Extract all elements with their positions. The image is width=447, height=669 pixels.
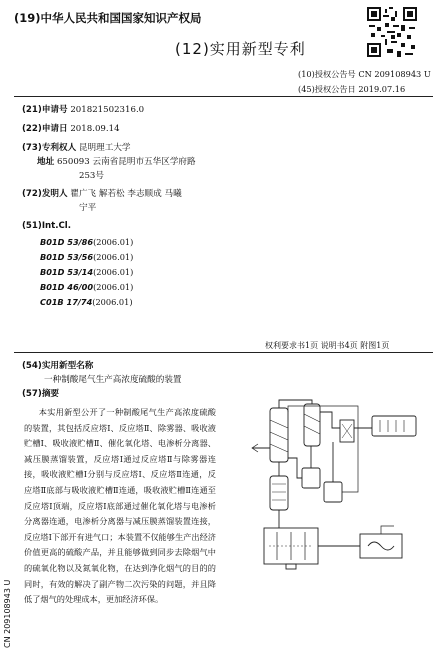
ipc-entry: B01D 53/14(2006.01) xyxy=(40,267,134,277)
utility-model-title: 一种制酸尾气生产高浓度硫酸的装置 xyxy=(44,375,182,385)
pages-info: 权利要求书1页 说明书4页 附图1页 xyxy=(265,341,390,350)
ipc-entry: B01D 46/00(2006.01) xyxy=(40,282,134,292)
header-divider xyxy=(14,96,433,97)
abstract-drawing xyxy=(222,398,427,594)
ipc-entry: B01D 53/86(2006.01) xyxy=(40,237,134,247)
publication-date: (45)授权公告日 2019.07.16 xyxy=(298,84,406,94)
ipc-entry: C01B 17/74(2006.01) xyxy=(40,297,133,307)
side-publication-number: CN 209108943 U xyxy=(3,579,12,648)
owner-address: 地址 650093 云南省昆明市五华区学府路 xyxy=(37,157,196,167)
application-number: (21)申请号 201821502316.0 xyxy=(22,105,145,115)
inventors-cont: 宁平 xyxy=(79,203,97,213)
title-label: (54)实用新型名称 xyxy=(22,361,94,371)
owner-address-cont: 253号 xyxy=(79,171,104,181)
application-date: (22)申请日 2018.09.14 xyxy=(22,124,120,134)
document-type: (12)实用新型专利 xyxy=(175,40,306,58)
office-name: (19)中华人民共和国国家知识产权局 xyxy=(14,11,202,25)
inventors: (72)发明人 瞿广飞 解若松 李志顺成 马曦 xyxy=(22,189,182,199)
section-divider xyxy=(14,352,433,353)
patent-owner: (73)专利权人 昆明理工大学 xyxy=(22,143,131,153)
qr-code-icon xyxy=(367,7,417,57)
ipc-label: (51)Int.Cl. xyxy=(22,221,72,231)
publication-number: (10)授权公告号 CN 209108943 U xyxy=(298,69,431,79)
abstract-text: 本实用新型公开了一种制酸尾气生产高浓度硫酸的装置，其包括反应塔Ⅰ、反应塔Ⅱ、除雾器、吸收液贮槽Ⅰ、吸收液贮槽Ⅱ、催化氧化塔、电渗析分离器、减压膜蒸馏装置，反应塔Ⅰ通过反应塔Ⅱ与除雾器连接，吸收液贮槽Ⅰ分别与反应塔Ⅰ、反应塔Ⅱ连通，反应塔Ⅱ底部与吸收液贮槽Ⅱ连通，吸收液贮槽Ⅱ连通至反应塔Ⅰ顶端，反应塔Ⅰ底部通过催化氧化塔与电渗析分离器连通，电渗析分离器与减压膜蒸馏装置连接，反应塔Ⅰ下部开有进气口；本装置不仅能够生产出经济价值更高的硫酸产品，并且能够做到同步去除烟气中的硫氧化物以及氮氧化物，在达到净化烟气的目的的同时，有效的解决了副产物二次污染的问题，并且降低了烟气的处理成本，更加经济环保。 xyxy=(24,407,216,605)
abstract-label: (57)摘要 xyxy=(22,389,60,399)
ipc-entry: B01D 53/56(2006.01) xyxy=(40,252,134,262)
